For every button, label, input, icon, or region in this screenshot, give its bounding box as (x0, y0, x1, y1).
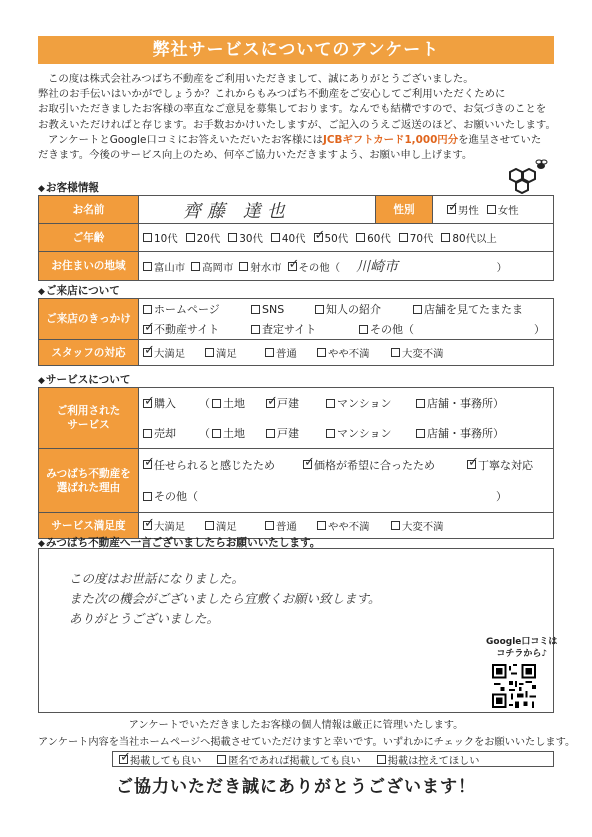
area-option-other[interactable]: ✓ その他（ (288, 259, 341, 274)
satisfaction-option[interactable]: 大変不満 (391, 518, 444, 533)
area-label: お住まいの地域 (39, 252, 139, 280)
checkbox[interactable] (191, 262, 200, 271)
checkbox[interactable] (143, 305, 152, 314)
intro-text (38, 72, 554, 163)
visit-reason-label: ご来店のきっかけ (39, 299, 139, 339)
checkbox[interactable] (413, 305, 422, 314)
visit-reason-row-1 (139, 299, 553, 319)
checkbox[interactable] (266, 429, 275, 438)
name-label: お名前 (39, 196, 139, 223)
mansion-option[interactable]: マンション (326, 395, 408, 411)
store-option[interactable]: 店舗・事務所） (416, 425, 504, 441)
checkbox[interactable] (228, 233, 237, 242)
age-label: ご年齢 (39, 224, 139, 251)
satisfaction-label: サービス満足度 (39, 513, 139, 538)
satisfaction-option-very-satisfied[interactable]: ✓ 大満足 (143, 518, 197, 533)
area-option[interactable]: 富山市 (143, 259, 185, 274)
checkbox[interactable] (265, 521, 274, 530)
visit-table (38, 298, 554, 366)
comment-line: ありがとうございました。 (69, 611, 220, 626)
used-service-row (39, 388, 553, 448)
area-option[interactable]: 高岡市 (191, 259, 233, 274)
reason-option[interactable]: 査定サイト (251, 321, 351, 337)
age-option[interactable]: 70代 (399, 230, 434, 245)
checkbox[interactable] (359, 325, 368, 334)
checkbox-checked[interactable] (447, 205, 456, 214)
checkbox[interactable] (441, 233, 450, 242)
checkbox[interactable] (317, 521, 326, 530)
reason-price-option[interactable]: ✓ 価格が希望に合ったため (303, 457, 459, 473)
choose-reason-options (139, 449, 553, 512)
checkbox[interactable] (143, 233, 152, 242)
checkbox[interactable] (391, 521, 400, 530)
checkbox[interactable] (416, 399, 425, 408)
name-row (39, 196, 553, 223)
area-other-value: 川崎市 (356, 259, 399, 275)
staff-row (39, 339, 553, 365)
gender-label: 性別 (375, 196, 433, 223)
age-option-50[interactable]: ✓ 50代 (314, 230, 349, 245)
gift-line (38, 133, 554, 148)
buy-row (139, 388, 553, 418)
age-option[interactable]: 30代 (228, 230, 263, 245)
choose-reason-label: みつばち不動産を 選ばれた理由 (39, 449, 139, 512)
checkbox-checked[interactable] (143, 399, 152, 408)
age-option[interactable]: 40代 (271, 230, 306, 245)
publish-option-anonymous[interactable]: 匿名であれば掲載しても良い (217, 752, 360, 767)
land-option[interactable]: 土地 (212, 425, 258, 441)
checkbox[interactable] (143, 262, 152, 271)
thanks-message: ご協力いただき誠にありがとうございます！ (116, 777, 476, 797)
area-options (139, 252, 553, 280)
house-option[interactable]: ✓ 戸建 (266, 395, 318, 411)
reason-polite-option[interactable]: ✓ 丁寧な対応 (467, 457, 533, 473)
checkbox-checked[interactable] (303, 460, 312, 469)
gift-text: アンケートとGoogle口コミにお答えいただいたお客様には (48, 133, 323, 146)
checkbox[interactable] (205, 521, 214, 530)
paren-open: （ (199, 397, 210, 410)
choose-reason-row-2 (139, 481, 553, 513)
sell-row (139, 418, 553, 448)
staff-options (139, 340, 553, 365)
checkbox[interactable] (212, 399, 221, 408)
section-visit: ◆ご来店について (38, 285, 120, 297)
service-table (38, 387, 554, 539)
qr-code-icon[interactable] (492, 664, 536, 708)
checkbox[interactable] (251, 325, 260, 334)
satisfaction-option[interactable]: 普通 (265, 518, 309, 533)
staff-option[interactable]: 大変不満 (391, 345, 444, 360)
age-option[interactable]: 80代以上 (441, 230, 496, 245)
gift-text-post: を進呈させていた (458, 133, 542, 146)
paren-open: （ (199, 427, 210, 440)
checkbox[interactable] (315, 305, 324, 314)
age-row (39, 223, 553, 251)
area-row (39, 251, 553, 280)
comment-text (69, 569, 381, 629)
choose-reason-row (39, 448, 553, 512)
staff-label: スタッフの対応 (39, 340, 139, 365)
checkbox[interactable] (326, 399, 335, 408)
intro-line: お教えいただければと存じます。お手数おかけいたしますが、ご記入のうえご返送のほど、お願いいたします。 (38, 118, 556, 131)
qr-label: Google口コミは コチラから♪ (486, 637, 558, 659)
checkbox[interactable] (317, 348, 326, 357)
comment-line: また次の機会がございましたら宜敷くお願い致します。 (69, 591, 381, 606)
checkbox-checked[interactable] (266, 399, 275, 408)
intro-line: 弊社のお手伝いはいかがでしょうか？これからもみつばち不動産をご安心してご利用いただくために (38, 88, 506, 101)
reason-option[interactable]: SNS (251, 303, 307, 316)
checkbox-checked[interactable] (143, 460, 152, 469)
checkbox[interactable] (265, 348, 274, 357)
section-comment: ◆みつばち不動産へ一言ございましたらお願いいたします。 (38, 537, 321, 549)
checkbox[interactable] (391, 348, 400, 357)
customer-table (38, 195, 554, 281)
reason-trust-option[interactable]: ✓ 任せられると感じたため (143, 457, 295, 473)
staff-option[interactable]: やや不満 (317, 345, 383, 360)
checkbox[interactable] (356, 233, 365, 242)
sell-option[interactable]: 売却 (143, 425, 191, 441)
land-option[interactable]: 土地 (212, 395, 258, 411)
publish-option-no[interactable]: 掲載は控えてほしい (377, 752, 480, 767)
buy-option[interactable]: ✓ 購入 (143, 395, 191, 411)
mansion-option[interactable]: マンション (326, 425, 408, 441)
intro-line: この度は株式会社みつばち不動産をご利用いただきまして、誠にありがとうございました。 (48, 73, 474, 85)
checkbox-checked[interactable] (288, 262, 297, 271)
staff-option[interactable]: 普通 (265, 345, 309, 360)
satisfaction-option[interactable]: 満足 (205, 518, 257, 533)
checkbox[interactable] (143, 429, 152, 438)
comment-box[interactable] (38, 548, 554, 713)
comment-line: この度はお世話になりました。 (69, 571, 245, 586)
age-option[interactable]: 10代 (143, 230, 178, 245)
checkbox[interactable] (416, 429, 425, 438)
choose-reason-row-1 (139, 449, 553, 481)
intro-line: お取引いただきましたお客様の率直なご意見を募集しております。なんでも結構ですので、お気づきのことを (38, 103, 547, 116)
name-value: 齊藤 達也 (183, 200, 291, 222)
checkbox[interactable] (186, 233, 195, 242)
reason-option-site[interactable]: ✓ 不動産サイト (143, 321, 243, 337)
reason-option-other[interactable]: その他（ (359, 321, 414, 337)
gender-female-option[interactable]: 女性 (487, 202, 519, 217)
store-option[interactable]: 店舗・事務所） (416, 395, 504, 411)
staff-option-very-satisfied[interactable]: ✓ 大満足 (143, 345, 197, 360)
paren-close: ） (496, 490, 507, 504)
publish-option-ok[interactable]: ✓ 掲載しても良い (119, 752, 201, 767)
honeycomb-bee-logo-icon (496, 158, 552, 198)
checkbox[interactable] (326, 429, 335, 438)
checkbox-checked[interactable] (467, 460, 476, 469)
checkbox[interactable] (239, 262, 248, 271)
reason-option[interactable]: ホームページ (143, 301, 243, 317)
satisfaction-option[interactable]: やや不満 (317, 518, 383, 533)
checkbox-checked[interactable] (119, 755, 128, 764)
reason-other-option[interactable]: その他（ (143, 488, 198, 504)
gender-male-option[interactable]: ✓ 男性 (447, 202, 479, 217)
visit-reason-row-2 (139, 319, 553, 339)
staff-option[interactable]: 満足 (205, 345, 257, 360)
age-options (139, 224, 553, 251)
gift-highlight: JCBギフトカード1,000円分 (323, 133, 459, 146)
checkbox[interactable] (399, 233, 408, 242)
checkbox[interactable] (271, 233, 280, 242)
checkbox[interactable] (143, 492, 152, 501)
reason-option[interactable]: 店舗を見てたまたま (413, 301, 523, 317)
checkbox[interactable] (251, 305, 260, 314)
house-option[interactable]: 戸建 (266, 425, 318, 441)
used-service-options (139, 388, 553, 448)
age-option[interactable]: 60代 (356, 230, 391, 245)
checkbox[interactable] (205, 348, 214, 357)
reason-option[interactable]: 知人の紹介 (315, 301, 405, 317)
used-service-label: ご利用された サービス (39, 388, 139, 448)
checkbox[interactable] (212, 429, 221, 438)
checkbox-checked[interactable] (143, 348, 152, 357)
checkbox[interactable] (487, 205, 496, 214)
publish-note: アンケート内容を当社ホームページへ掲載させていただけますと幸いです。いずれかにチェックをお願いいたします。 (38, 737, 576, 748)
survey-title: 弊社サービスについてのアンケート (38, 36, 554, 64)
checkbox[interactable] (377, 755, 386, 764)
section-service: ◆サービスについて (38, 374, 131, 386)
checkbox-checked[interactable] (143, 521, 152, 530)
name-field[interactable] (139, 196, 375, 223)
visit-reason-options (139, 299, 553, 339)
paren-close: ） (534, 323, 545, 336)
checkbox[interactable] (217, 755, 226, 764)
publish-options (112, 751, 554, 767)
gender-options (433, 196, 553, 223)
checkbox-checked[interactable] (314, 233, 323, 242)
area-option[interactable]: 射水市 (239, 259, 281, 274)
section-customer: ◆お客様情報 (38, 182, 99, 194)
privacy-note: アンケートでいただきましたお客様の個人情報は厳正に管理いたします。 (128, 720, 464, 731)
checkbox-checked[interactable] (143, 325, 152, 334)
gift-line-2: だきます。今後のサービス向上のため、何卒ご協力いただきますよう、お願い申し上げます。 (38, 149, 473, 162)
paren-close: ） (496, 261, 507, 274)
reason-row (39, 299, 553, 339)
age-option[interactable]: 20代 (186, 230, 221, 245)
